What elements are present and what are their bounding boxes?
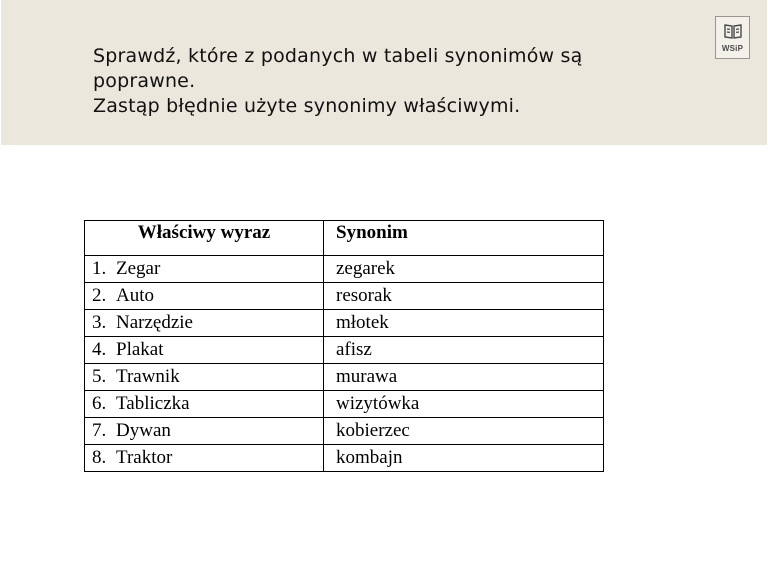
table-row	[85, 256, 604, 283]
header-proper-word: Właściwy wyraz	[85, 221, 324, 256]
proper-word: Narzędzie	[116, 312, 193, 333]
synonym-cell: resorak	[324, 283, 604, 310]
table-row	[85, 445, 604, 472]
synonym-cell: wizytówka	[324, 391, 604, 418]
proper-word-cell	[85, 364, 324, 391]
proper-word-cell	[85, 418, 324, 445]
instruction-line-1: Sprawdź, które z podanych w tabeli synonimów są poprawne.	[93, 45, 583, 92]
logo-text: WSiP	[721, 44, 744, 53]
row-number: 7.	[92, 420, 107, 441]
row-number: 8.	[92, 447, 107, 468]
proper-word: Plakat	[116, 339, 164, 360]
proper-word: Zegar	[116, 258, 161, 279]
proper-word: Auto	[116, 285, 154, 306]
table-row	[85, 337, 604, 364]
synonym-cell: afisz	[324, 337, 604, 364]
row-number: 2.	[92, 285, 107, 306]
synonym-cell: kombajn	[324, 445, 604, 472]
table-body	[85, 256, 604, 472]
row-number: 5.	[92, 366, 107, 387]
proper-word: Trawnik	[116, 366, 180, 387]
proper-word-cell	[85, 337, 324, 364]
proper-word-cell	[85, 256, 324, 283]
row-number: 4.	[92, 339, 107, 360]
header-synonym: Synonim	[324, 221, 604, 256]
table-row	[85, 364, 604, 391]
proper-word: Traktor	[116, 447, 173, 468]
wsip-logo	[715, 16, 750, 59]
table-row	[85, 418, 604, 445]
synonym-cell: murawa	[324, 364, 604, 391]
instruction-text	[93, 44, 653, 119]
open-book-icon	[724, 22, 742, 40]
header-banner	[1, 0, 767, 145]
proper-word-cell	[85, 445, 324, 472]
table-header-row	[85, 221, 604, 256]
row-number: 6.	[92, 393, 107, 414]
row-number: 1.	[92, 258, 107, 279]
row-number: 3.	[92, 312, 107, 333]
synonym-cell: kobierzec	[324, 418, 604, 445]
table-row	[85, 310, 604, 337]
proper-word-cell	[85, 391, 324, 418]
instruction-line-2: Zastąp błędnie użyte synonimy właściwymi.	[93, 95, 521, 117]
proper-word: Dywan	[116, 420, 171, 441]
proper-word-cell	[85, 310, 324, 337]
proper-word: Tabliczka	[116, 393, 190, 414]
synonym-table	[84, 220, 604, 472]
synonym-cell: młotek	[324, 310, 604, 337]
synonym-cell: zegarek	[324, 256, 604, 283]
table-row	[85, 283, 604, 310]
proper-word-cell	[85, 283, 324, 310]
table-row	[85, 391, 604, 418]
